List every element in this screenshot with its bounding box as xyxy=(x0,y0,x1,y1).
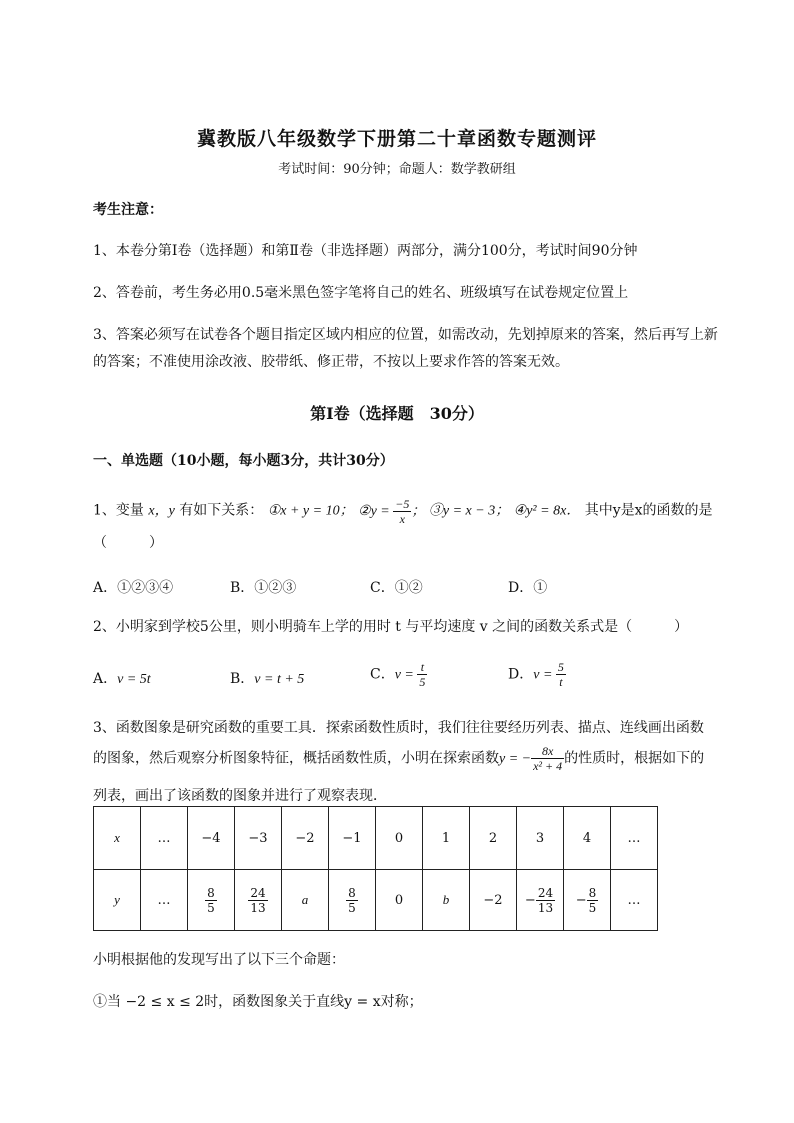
table-cell: b xyxy=(423,870,470,931)
q1-option-d[interactable]: D．① xyxy=(508,580,548,596)
q2-d-den: t xyxy=(559,675,563,689)
table-cell: y xyxy=(94,870,141,931)
q1-relation-2 xyxy=(358,497,429,526)
cell-fraction xyxy=(346,886,358,915)
question-1 xyxy=(93,497,713,526)
table-cell: 3 xyxy=(517,807,564,870)
cell-denominator: 5 xyxy=(348,900,356,915)
notice-item-2: 2、答卷前，考生务必用0.5毫米黑色签字笔将自己的姓名、班级填写在试卷规定位置上 xyxy=(93,285,629,301)
cell-denominator: 5 xyxy=(588,900,597,915)
q2-c-den: 5 xyxy=(419,675,426,689)
q2-d-num: 5 xyxy=(557,660,564,674)
q1-relation-4: ④y² = 8x． xyxy=(513,503,581,519)
q2-option-b-label: B． xyxy=(230,671,255,687)
q3-line2-text: 的图象，然后观察分析图象特征，概括函数性质，小明在探索函数 xyxy=(93,750,499,767)
cell-fraction xyxy=(587,886,599,915)
table-cell: 4 xyxy=(564,807,611,870)
exam-info: 考试时间：90分钟；命题人：数学教研组 xyxy=(278,162,516,177)
q2-option-a-label: A． xyxy=(93,671,118,687)
question-2: 2、小明家到学校5公里，则小明骑车上学的用时 t 与平均速度 v 之间的函数关系式是（ ） xyxy=(93,619,689,635)
table-cell: −2 xyxy=(282,807,329,870)
notice-item-1: 1、本卷分第I卷（选择题）和第Ⅱ卷（非选择题）两部分，满分100分，考试时间90分钟 xyxy=(93,243,638,259)
q1-option-c[interactable]: C．①② xyxy=(370,580,423,596)
table-row-x xyxy=(94,807,658,870)
cell-denominator: 5 xyxy=(207,900,215,915)
q2-option-d-fraction xyxy=(556,660,566,689)
q1-r2-fraction xyxy=(393,497,411,526)
cell-denominator: 13 xyxy=(537,900,554,915)
notice-item-3: 3、答案必须写在试卷各个题目指定区域内相应的位置，如需改动，先划掉原来的答案，然后再写上新 xyxy=(93,327,718,343)
q1-r2-sep: ； xyxy=(411,503,426,519)
table-cell: x xyxy=(94,807,141,870)
cell-fraction xyxy=(536,886,555,915)
cell-numerator: 8 xyxy=(348,885,356,900)
q3-func-lhs: y = − xyxy=(499,751,532,767)
cell-fraction xyxy=(248,886,267,915)
cell-numerator: 24 xyxy=(537,885,554,900)
q2-option-a-expr: v = 5t xyxy=(117,672,151,687)
q2-option-b-expr: v = t + 5 xyxy=(254,672,305,687)
q2-option-d-lhs: v = xyxy=(533,667,556,683)
cell-denominator: 13 xyxy=(250,900,266,915)
q3-claim-1: ①当 −2 ≤ x ≤ 2时，函数图象关于直线y = x对称； xyxy=(93,994,423,1010)
table-cell xyxy=(329,870,376,931)
q1-r2-num: −5 xyxy=(395,497,410,511)
question-3-line-1: 3、函数图象是研究函数的重要工具．探索函数性质时，我们往往要经历列表、描点、连线画出函数 xyxy=(93,720,704,736)
q2-option-c-label: C． xyxy=(370,666,395,683)
value-table xyxy=(93,806,658,931)
cell-numerator: 8 xyxy=(588,885,597,900)
table-cell: … xyxy=(611,807,658,870)
q2-option-c[interactable] xyxy=(370,660,427,689)
table-cell: a xyxy=(282,870,329,931)
q1-relation-3: ③y = x − 3； xyxy=(428,503,510,519)
question-3-line-2 xyxy=(93,744,704,773)
table-cell: 0 xyxy=(376,870,423,931)
question-3-line-3: 列表，画出了该函数的图象并进行了观察表现． xyxy=(93,788,387,804)
q2-option-a[interactable] xyxy=(93,668,151,688)
q3-func-fraction xyxy=(531,744,564,773)
cell-sign: − xyxy=(524,892,536,908)
q1-vars: x，y xyxy=(148,503,175,519)
q2-option-d-label: D． xyxy=(508,666,534,683)
table-cell xyxy=(188,870,235,931)
notice-heading: 考生注意： xyxy=(93,202,163,218)
notice-item-3-cont: 的答案；不准使用涂改液、胶带纸、修正带，不按以上要求作答的答案无效。 xyxy=(93,354,569,370)
q1-answer-paren: （ ） xyxy=(93,535,163,551)
q2-option-d[interactable] xyxy=(508,660,566,689)
cell-numerator: 24 xyxy=(250,885,266,900)
q1-r2-den: x xyxy=(399,512,405,526)
q2-option-c-fraction xyxy=(417,660,427,689)
q2-option-b[interactable] xyxy=(230,668,304,688)
section-title: 第I卷（选择题 30分） xyxy=(310,404,484,423)
table-cell: 0 xyxy=(376,807,423,870)
table-cell xyxy=(235,870,282,931)
part-heading: 一、单选题（10小题，每小题3分，共计30分） xyxy=(93,453,394,469)
page-title: 冀教版八年级数学下册第二十章函数专题测评 xyxy=(196,128,597,150)
q2-option-c-lhs: v = xyxy=(394,667,418,683)
q1-tail: 其中y是x的函数的是 xyxy=(584,502,713,519)
table-cell: … xyxy=(141,807,188,870)
table-cell: −4 xyxy=(188,807,235,870)
q1-r2-lhs: ②y = xyxy=(358,503,394,519)
table-cell xyxy=(564,870,611,931)
q1-relation-1: ①x + y = 10； xyxy=(267,503,354,519)
q1-option-a[interactable]: A．①②③④ xyxy=(93,580,174,596)
q1-mid: 有如下关系： xyxy=(179,502,264,519)
q3-func-num: 8x xyxy=(531,744,564,759)
table-cell: −2 xyxy=(470,870,517,931)
q3-after-text: 小明根据他的发现写出了以下三个命题： xyxy=(93,952,345,968)
cell-sign: − xyxy=(575,892,587,908)
table-cell: … xyxy=(611,870,658,931)
table-cell: −3 xyxy=(235,807,282,870)
table-cell: 2 xyxy=(470,807,517,870)
table-cell xyxy=(517,870,564,931)
table-row-y xyxy=(94,870,658,931)
cell-fraction xyxy=(205,886,217,915)
table-cell: … xyxy=(141,870,188,931)
q1-option-b[interactable]: B．①②③ xyxy=(230,580,297,596)
q2-c-num: t xyxy=(417,660,427,675)
q3-func-den: x² + 4 xyxy=(533,759,563,773)
table-cell: −1 xyxy=(329,807,376,870)
q3-line2-tail: 的性质时，根据如下的 xyxy=(564,750,705,767)
table-cell: 1 xyxy=(423,807,470,870)
cell-numerator: 8 xyxy=(207,885,215,900)
q1-prefix: 1、变量 xyxy=(93,502,144,519)
